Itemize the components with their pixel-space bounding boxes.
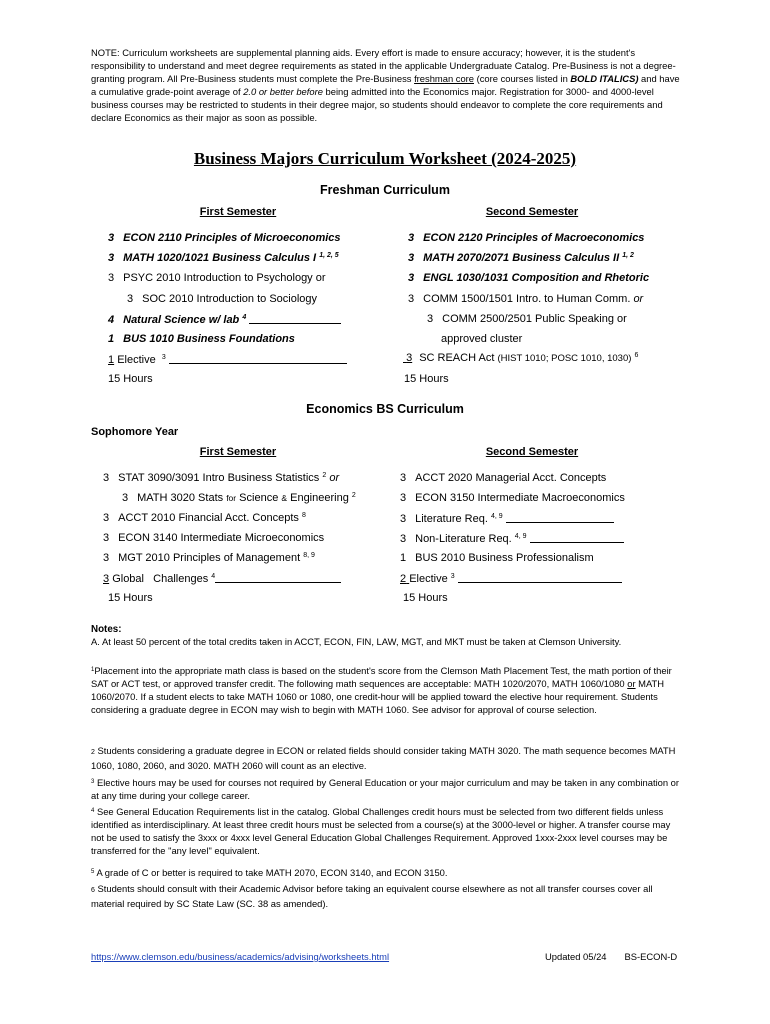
updated-date: Updated 05/24	[545, 951, 607, 962]
footnote-3: $^3$ Elective hours may be used for courses not required by General Education or your major curriculum and may be taken in any combination or at any time during your college career.	[91, 777, 680, 801]
footnote-5: $^5$ A grade of C or better is required to take MATH 2070, ECON 3140, and ECON 3150.	[91, 867, 448, 878]
course-econ2110: 3 ECON 2110 Principles of Microeconomics	[108, 232, 341, 244]
elective-blank	[169, 353, 347, 364]
footnote-4: $^4$ See General Education Requirements list in the catalog. Global Challenges credit hours must be selected from two different fields unless identified as interdisciplinary. At least three credit hours must be selected from a course(s) at the 3000-level or higher. A transfer course may not be used to satisfy the 3xxx or 4xxx level General Education Global Challenges Requirement. Approved 1xxx-2xxx level courses may be transferred for the "any level" equivalent.	[91, 806, 671, 856]
course-stat3090: 3 STAT 3090/3091 Intro Business Statistics $^2$ or	[103, 472, 340, 484]
course-acct2020: 3 ACCT 2020 Managerial Acct. Concepts	[400, 472, 607, 484]
course-sc-reach: 3 SC REACH Act (HIST 1010; POSC 1010, 1030) $^6$	[406, 352, 639, 364]
soph-second-hours: 15 Hours	[403, 592, 448, 604]
course-econ3150: 3 ECON 3150 Intermediate Macroeconomics	[400, 492, 625, 504]
worksheet-code: BS-ECON-D	[624, 951, 678, 962]
course-global-challenges: 3 Global Challenges $^4$	[103, 572, 341, 585]
course-acct2010: 3 ACCT 2010 Financial Acct. Concepts $^8$	[103, 512, 306, 524]
notes-heading: Notes:	[91, 624, 122, 635]
natural-science-blank	[249, 313, 341, 324]
course-nonliterature-req: 3 Non-Literature Req. $^{4, 9}$	[400, 532, 624, 545]
course-bus1010: 1 BUS 1010 Business Foundations	[108, 333, 295, 345]
note-a: A. At least 50 percent of the total credits taken in ACCT, ECON, FIN, LAW, MGT, and MKT must be taken at Clemson University.	[91, 636, 622, 647]
course-elective-1: 1 Elective $^3$	[108, 353, 347, 366]
course-econ3140: 3 ECON 3140 Intermediate Microeconomics	[103, 532, 325, 544]
course-math2070: 3 MATH 2070/2071 Business Calculus II $^{1, 2}$	[408, 252, 634, 264]
course-comm1500: 3 COMM 1500/1501 Intro. to Human Comm. or	[408, 293, 644, 305]
course-econ2120: 3 ECON 2120 Principles of Macroeconomics	[408, 232, 645, 244]
footer-info	[545, 951, 695, 962]
approved-cluster: approved cluster	[441, 333, 523, 345]
soph-second-semester-heading: Second Semester	[485, 446, 579, 458]
course-literature-req: 3 Literature Req. $^{4, 9}$	[400, 512, 614, 525]
footnote-2: 2 Students considering a graduate degree in ECON or related fields should consider taking MATH 3020. The math sequence becomes MATH 1060, 1080, 2060, and 3020. MATH 2060 will count as an elective.	[91, 745, 676, 771]
freshman-core-text: freshman core	[414, 73, 474, 84]
soph-first-semester-heading: First Semester	[199, 446, 277, 458]
course-elective-2: 2 Elective $^3$	[400, 572, 622, 585]
course-math1020: 3 MATH 1020/1021 Business Calculus I $^{1, 2, 5}$	[108, 252, 339, 264]
course-mgt2010: 3 MGT 2010 Principles of Management $^{8, 9}$	[103, 552, 315, 564]
freshman-heading: Freshman Curriculum	[320, 183, 450, 197]
page-title: Business Majors Curriculum Worksheet (2024-2025)	[193, 149, 577, 168]
freshman-first-hours: 15 Hours	[108, 373, 153, 385]
course-psyc2010: 3 PSYC 2010 Introduction to Psychology or	[108, 272, 326, 284]
econ-heading: Economics BS Curriculum	[306, 402, 464, 416]
course-soc2010: 3 SOC 2010 Introduction to Sociology	[127, 293, 318, 305]
literature-blank	[506, 512, 614, 523]
soph-first-hours: 15 Hours	[108, 592, 153, 604]
footnote-6: 6 Students should consult with their Academic Advisor before taking an equivalent course elsewhere as not all transfer courses cover all material required by SC State Law (SC. 38 as amended).	[91, 883, 653, 909]
course-natural-science: 4 Natural Science w/ lab $^4$	[108, 313, 341, 326]
freshman-first-semester-heading: First Semester	[199, 206, 277, 218]
footnote-1: $^1$Placement into the appropriate math class is based on the student's score from the Clemson Math Placement Test, the math portion of their SAT or ACT test, or approved transfer credit. The following math sequences are acceptable: MATH 1020/2070, MATH 1060/1080 or MATH 1060/2070. If a student elects to take MATH 1060 or 1080, one credit-hour will be applied toward the elective hour requirement. Students considering a graduate degree in ECON may wish to begin with MATH 1060. See advisor for approval of course selection.	[91, 665, 672, 715]
global-challenges-blank	[215, 572, 341, 583]
course-engl1030: 3 ENGL 1030/1031 Composition and Rhetoric	[408, 272, 650, 284]
freshman-second-semester-heading: Second Semester	[485, 206, 579, 218]
worksheets-link[interactable]: https://www.clemson.edu/business/academics/advising/worksheets.html	[91, 951, 390, 962]
course-comm2500: 3 COMM 2500/2501 Public Speaking or	[427, 313, 627, 325]
elective-2-blank	[458, 572, 622, 583]
nonliterature-blank	[530, 532, 624, 543]
sophomore-year-heading: Sophomore Year	[91, 426, 179, 438]
course-bus2010: 1 BUS 2010 Business Professionalism	[400, 552, 594, 564]
intro-note: NOTE: Curriculum worksheets are supplemental planning aids. Every effort is made to ensure accuracy; however, it is the student's responsibility to understand and meet degree requirements as stated in the applicable Undergraduate Catalog. Pre-Business is not a degree-granting program. All Pre-Business students must complete the Pre-Business freshman core (core courses listed in BOLD ITALICS) and have a cumulative grade-point average of 2.0 or better before being admitted into the Economics major. Registration for 3000- and 4000-level business courses may be restricted to students in their degree major, so students should endeavor to complete the core requirements and declare Economics as their major as soon as possible.	[91, 47, 680, 123]
course-math3020: 3 MATH 3020 Stats for Science & Engineering $^2$	[122, 492, 356, 504]
freshman-second-hours: 15 Hours	[404, 373, 449, 385]
